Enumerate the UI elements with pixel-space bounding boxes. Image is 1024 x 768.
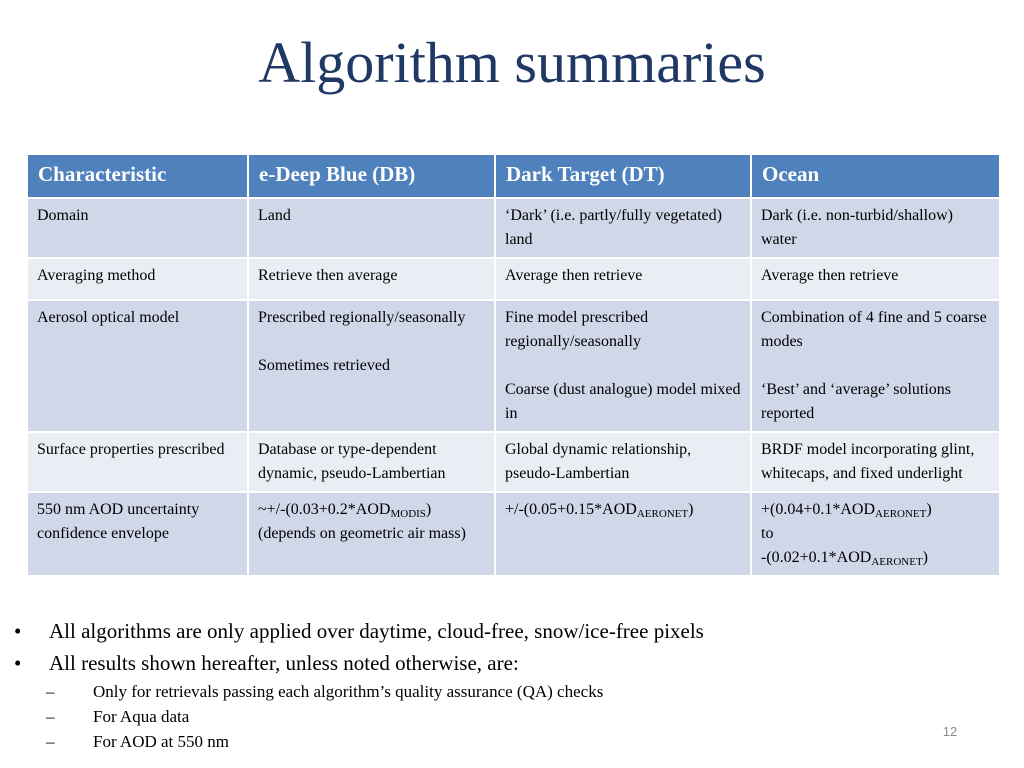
table-row [27,258,1000,300]
row-label: Aerosol optical model [27,300,248,432]
ocean-cell-line: ‘Best’ and ‘average’ solutions reported [761,381,952,422]
row-label: 550 nm AOD uncertainty confidence envelope [27,492,248,576]
sub-bullet-marker: – [46,732,55,751]
ocean-cell [751,492,1000,576]
dt-cell [495,492,751,576]
db-cell-line: (depends on geometric air mass) [258,525,466,542]
slide-title: Algorithm summaries [258,30,766,95]
ocean-cell-line: to [761,525,774,542]
dt-formula: $+/-(0.05+0.15*AOD_{AERONET})$ [505,501,694,520]
table-row [27,492,1000,576]
bullet-text: All algorithms are only applied over daytime, cloud-free, snow/ice-free pixels [49,619,704,643]
dt-cell-line: Coarse (dust analogue) model mixed in [505,381,741,422]
db-cell: Database or type-dependent dynamic, pseudo-Lambertian [248,432,495,492]
row-label: Domain [27,198,248,258]
page-number: 12 [942,724,958,739]
table-header-row [27,154,1000,198]
algorithm-summary-table [26,153,1001,577]
header-characteristic: Characteristic [27,154,248,198]
db-cell-line: Sometimes retrieved [258,357,390,374]
header-dark-target: Dark Target (DT) [495,154,751,198]
dt-cell-line: Fine model prescribed regionally/seasonally [505,309,649,350]
db-cell [248,492,495,576]
db-cell-line: Prescribed regionally/seasonally [258,309,466,326]
sub-bullet-marker: – [46,707,55,726]
table-row [27,198,1000,258]
sub-bullet-marker: – [46,682,55,701]
bullet-marker: • [14,651,22,675]
table-row [27,432,1000,492]
ocean-formula-lower: $-(0.02+0.1*AOD_{AERONET})$ [761,549,928,568]
ocean-formula-upper: $+(0.04+0.1*AOD_{AERONET})$ [761,501,932,520]
row-label: Surface properties prescribed [27,432,248,492]
sub-bullet-text: Only for retrievals passing each algorithm’s quality assurance (QA) checks [93,682,604,701]
db-cell: Land [248,198,495,258]
row-label: Averaging method [27,258,248,300]
cell-spacer [505,354,742,378]
header-deep-blue: e-Deep Blue (DB) [248,154,495,198]
db-cell: Retrieve then average [248,258,495,300]
header-ocean: Ocean [751,154,1000,198]
dt-cell [495,300,751,432]
ocean-cell: Dark (i.e. non-turbid/shallow) water [751,198,1000,258]
cell-spacer [258,330,486,354]
db-cell [248,300,495,432]
dt-cell: Average then retrieve [495,258,751,300]
sub-bullet-text: For Aqua data [93,707,190,726]
ocean-cell-line: Combination of 4 fine and 5 coarse modes [761,309,987,350]
db-formula: $\sim+/-(0.03+0.2*AOD_{MODIS})$ [258,501,432,520]
sub-bullet-text: For AOD at 550 nm [93,732,229,751]
bullet-text: All results shown hereafter, unless noted otherwise, are: [49,651,519,675]
ocean-cell [751,300,1000,432]
ocean-cell: BRDF model incorporating glint, whitecaps, and fixed underlight [751,432,1000,492]
table-row [27,300,1000,432]
dt-cell: Global dynamic relationship, pseudo-Lambertian [495,432,751,492]
cell-spacer [761,354,991,378]
dt-cell: ‘Dark’ (i.e. partly/fully vegetated) land [495,198,751,258]
bullet-marker: • [14,619,22,643]
ocean-cell: Average then retrieve [751,258,1000,300]
